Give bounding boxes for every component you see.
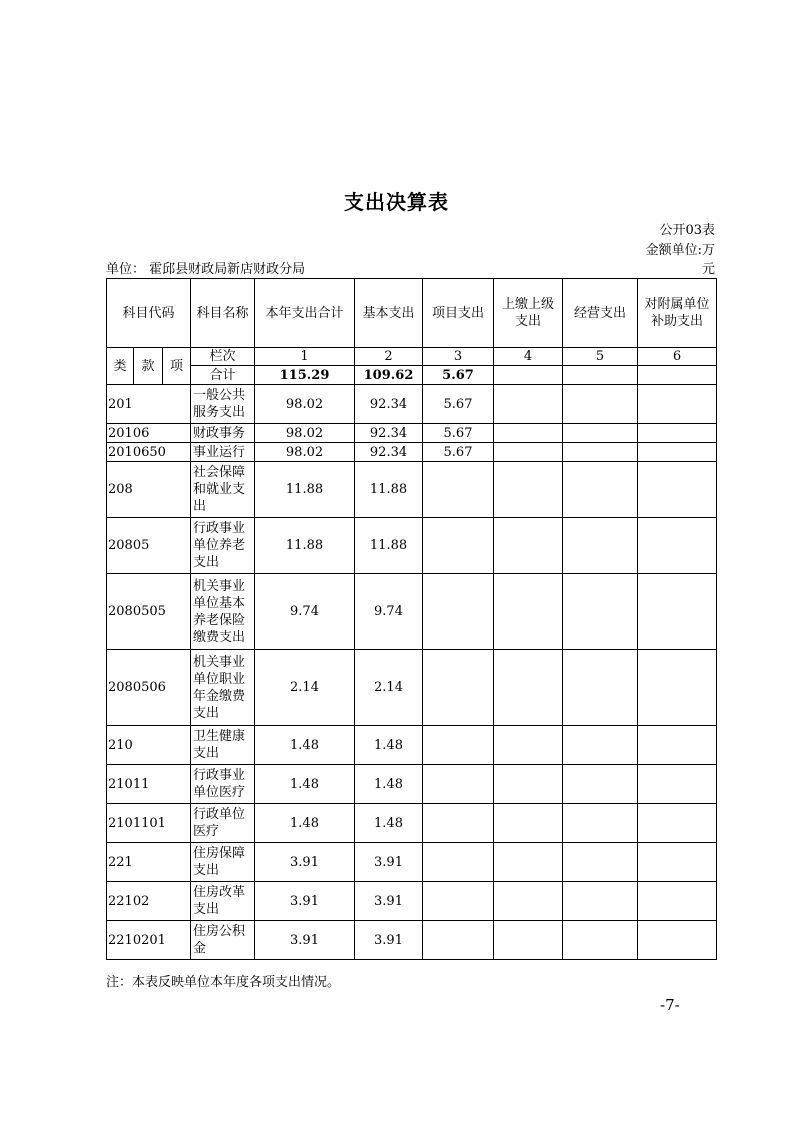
project-expense [423, 765, 494, 804]
subject-code: 2010650 [107, 443, 191, 462]
business-expense [563, 882, 638, 921]
header-business: 经营支出 [563, 279, 638, 348]
basic-expense: 1.48 [355, 804, 423, 843]
subsidy-expense [638, 804, 717, 843]
upper-expense [494, 650, 563, 726]
upper-expense [494, 765, 563, 804]
expenditure-table [106, 278, 717, 960]
upper-expense [494, 574, 563, 650]
col-index-6: 6 [638, 348, 717, 366]
subject-name: 事业运行 [191, 443, 255, 462]
subject-code: 20805 [107, 518, 191, 574]
column-index-row [107, 348, 717, 366]
business-expense [563, 518, 638, 574]
header-upper: 上缴上级支出 [494, 279, 563, 348]
subsidy-expense [638, 462, 717, 518]
amount-unit-label-cont: 元 [701, 262, 715, 277]
table-row [107, 424, 717, 443]
header-lanci: 栏次 [191, 348, 255, 366]
project-expense [423, 843, 494, 882]
project-expense [423, 462, 494, 518]
project-expense: 5.67 [423, 424, 494, 443]
total-expense: 1.48 [255, 726, 355, 765]
header-total: 本年支出合计 [255, 279, 355, 348]
header-basic: 基本支出 [355, 279, 423, 348]
subsidy-expense [638, 424, 717, 443]
upper-expense [494, 726, 563, 765]
upper-expense [494, 462, 563, 518]
total-expense: 3.91 [255, 843, 355, 882]
basic-expense: 9.74 [355, 574, 423, 650]
basic-expense: 11.88 [355, 518, 423, 574]
header-code: 科目代码 [107, 279, 191, 348]
subject-name: 一般公共服务支出 [191, 385, 255, 424]
total-basic: 109.62 [355, 366, 423, 385]
project-expense [423, 804, 494, 843]
subsidy-expense [638, 726, 717, 765]
total-expense: 9.74 [255, 574, 355, 650]
subject-code: 2080505 [107, 574, 191, 650]
basic-expense: 92.34 [355, 424, 423, 443]
subject-code: 201 [107, 385, 191, 424]
header-subsidy: 对附属单位补助支出 [638, 279, 717, 348]
total-expense: 2.14 [255, 650, 355, 726]
basic-expense: 1.48 [355, 726, 423, 765]
subject-name: 住房改革支出 [191, 882, 255, 921]
business-expense [563, 765, 638, 804]
subsidy-expense [638, 650, 717, 726]
table-row [107, 574, 717, 650]
subject-code: 21011 [107, 765, 191, 804]
project-expense [423, 921, 494, 960]
basic-expense: 1.48 [355, 765, 423, 804]
table-row [107, 882, 717, 921]
subject-code: 20106 [107, 424, 191, 443]
col-index-4: 4 [494, 348, 563, 366]
upper-expense [494, 385, 563, 424]
table-row [107, 726, 717, 765]
subject-name: 机关事业单位基本养老保险缴费支出 [191, 574, 255, 650]
business-expense [563, 843, 638, 882]
subject-code: 2080506 [107, 650, 191, 726]
page-title: 支出决算表 [344, 190, 449, 214]
project-expense [423, 726, 494, 765]
basic-expense: 2.14 [355, 650, 423, 726]
business-expense [563, 462, 638, 518]
subsidy-expense [638, 518, 717, 574]
header-project: 项目支出 [423, 279, 494, 348]
project-expense: 5.67 [423, 385, 494, 424]
upper-expense [494, 921, 563, 960]
table-row [107, 765, 717, 804]
table-row [107, 462, 717, 518]
project-expense [423, 650, 494, 726]
basic-expense: 3.91 [355, 921, 423, 960]
subject-name: 机关事业单位职业年金缴费支出 [191, 650, 255, 726]
subject-name: 住房公积金 [191, 921, 255, 960]
total-row [107, 366, 717, 385]
header-name: 科目名称 [191, 279, 255, 348]
subsidy-expense [638, 385, 717, 424]
subject-name: 行政事业单位医疗 [191, 765, 255, 804]
table-row [107, 804, 717, 843]
header-row [107, 279, 717, 348]
col-index-1: 1 [255, 348, 355, 366]
organization-name: 单位： 霍邱县财政局新店财政分局 [106, 262, 306, 277]
subject-code: 2101101 [107, 804, 191, 843]
upper-expense [494, 424, 563, 443]
total-sum: 115.29 [255, 366, 355, 385]
subsidy-expense [638, 765, 717, 804]
business-expense [563, 650, 638, 726]
table-row [107, 518, 717, 574]
header-lei: 类 [107, 348, 134, 385]
total-expense: 98.02 [255, 424, 355, 443]
table-row [107, 843, 717, 882]
basic-expense: 92.34 [355, 385, 423, 424]
upper-expense [494, 804, 563, 843]
total-expense: 3.91 [255, 921, 355, 960]
col-index-5: 5 [563, 348, 638, 366]
subject-code: 221 [107, 843, 191, 882]
total-expense: 11.88 [255, 518, 355, 574]
total-expense: 3.91 [255, 882, 355, 921]
basic-expense: 3.91 [355, 882, 423, 921]
basic-expense: 92.34 [355, 443, 423, 462]
upper-expense [494, 843, 563, 882]
upper-expense [494, 443, 563, 462]
subject-name: 行政事业单位养老支出 [191, 518, 255, 574]
subject-name: 住房保障支出 [191, 843, 255, 882]
subject-code: 2210201 [107, 921, 191, 960]
amount-unit-label: 金额单位:万 [645, 243, 715, 258]
subject-code: 210 [107, 726, 191, 765]
business-expense [563, 804, 638, 843]
project-expense: 5.67 [423, 443, 494, 462]
col-index-2: 2 [355, 348, 423, 366]
business-expense [563, 574, 638, 650]
header-xiang: 项 [163, 348, 191, 385]
project-expense [423, 882, 494, 921]
business-expense [563, 726, 638, 765]
table-row [107, 385, 717, 424]
subsidy-expense [638, 443, 717, 462]
form-number: 公开03表 [659, 223, 715, 238]
subsidy-expense [638, 843, 717, 882]
total-label: 合计 [191, 366, 255, 385]
subject-name: 行政单位医疗 [191, 804, 255, 843]
table-row [107, 921, 717, 960]
subsidy-expense [638, 921, 717, 960]
col-index-3: 3 [423, 348, 494, 366]
total-expense: 1.48 [255, 804, 355, 843]
total-expense: 11.88 [255, 462, 355, 518]
basic-expense: 3.91 [355, 843, 423, 882]
footnote: 注：本表反映单位本年度各项支出情况。 [106, 975, 341, 990]
project-expense [423, 574, 494, 650]
upper-expense [494, 518, 563, 574]
business-expense [563, 424, 638, 443]
upper-expense [494, 882, 563, 921]
header-kuan: 款 [134, 348, 163, 385]
subsidy-expense [638, 574, 717, 650]
subject-code: 22102 [107, 882, 191, 921]
business-expense [563, 385, 638, 424]
business-expense [563, 921, 638, 960]
total-expense: 98.02 [255, 385, 355, 424]
table-row [107, 443, 717, 462]
table-row [107, 650, 717, 726]
basic-expense: 11.88 [355, 462, 423, 518]
total-expense: 1.48 [255, 765, 355, 804]
subsidy-expense [638, 882, 717, 921]
subject-code: 208 [107, 462, 191, 518]
page-number: -7- [660, 996, 680, 1014]
subject-name: 社会保障和就业支出 [191, 462, 255, 518]
subject-name: 财政事务 [191, 424, 255, 443]
business-expense [563, 443, 638, 462]
subject-name: 卫生健康支出 [191, 726, 255, 765]
project-expense [423, 518, 494, 574]
total-project: 5.67 [423, 366, 494, 385]
total-expense: 98.02 [255, 443, 355, 462]
